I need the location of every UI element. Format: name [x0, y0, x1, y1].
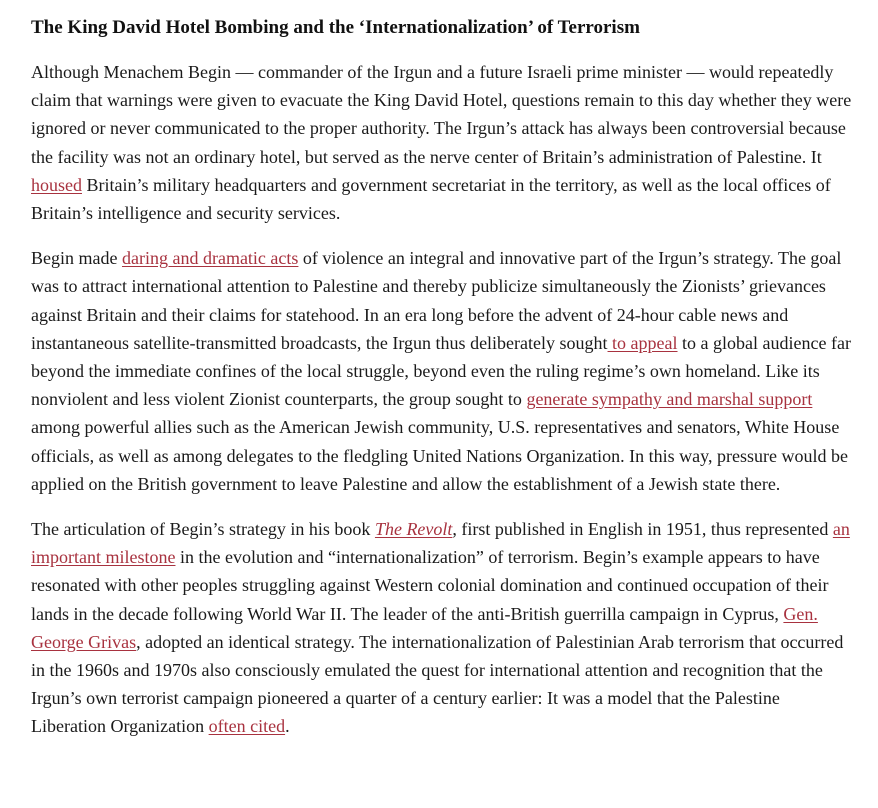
- paragraph-text: Although Menachem Begin — commander of the Irgun and a future Israeli prime minister — would repeatedly claim that warnings were given to evacuate the King David Hotel, questions remain to this day whether they were ignored or never communicated to the proper authority. The Irgun’s attack has always been controversial because the facility was not an ordinary hotel, but served as the nerve center of Britain’s administration of Palestine. It: [31, 62, 852, 167]
- paragraph-text: The articulation of Begin’s strategy in his book: [31, 519, 375, 540]
- paragraph-text: .: [285, 716, 290, 737]
- link-daring-and-dramatic-acts[interactable]: daring and dramatic acts: [121, 248, 299, 269]
- link-important-milestone[interactable]: an important milestone: [31, 519, 850, 568]
- link-housed[interactable]: housed: [31, 174, 82, 195]
- paragraph-text: of violence an integral and innovative part of the Irgun’s strategy. The goal was to attract international attention to Palestine and thereby publicize simultaneously the Zionists’ grievances against Britain and their claims for statehood. In an era long before the advent of 24-hour cable news and instantaneous satellite-transmitted broadcasts, the Irgun thus deliberately sought: [31, 248, 842, 353]
- paragraph-1: [31, 58, 858, 227]
- paragraph-text: Britain’s military headquarters and government secretariat in the territory, as well as the local offices of Britain’s intelligence and security services.: [31, 174, 831, 224]
- paragraph-text: in the evolution and “internationalization” of terrorism. Begin’s example appears to have resonated with other peoples struggling against Western colonial domination and continued occupation of their lands in the decade following World War II. The leader of the anti-British guerrilla campaign in Cyprus,: [31, 547, 829, 624]
- paragraph-text: , adopted an identical strategy. The internationalization of Palestinian Arab terrorism that occurred in the 1960s and 1970s also consciously emulated the quest for international attention and recognition that the Irgun’s own terrorist campaign pioneered a quarter of a century earlier: It was a model that the Palestine Liberation Organization: [31, 631, 844, 737]
- paragraph-3: [31, 515, 858, 741]
- link-often-cited[interactable]: often cited: [208, 716, 286, 737]
- paragraph-2: [31, 244, 858, 498]
- paragraph-text: among powerful allies such as the American Jewish community, U.S. representatives and senators, White House officials, as well as among delegates to the fledgling United Nations Organization. In this way, pressure would be applied on the British government to leave Palestine and allow the establishment of a Jewish state there.: [31, 417, 848, 494]
- paragraph-text: , first published in English in 1951, thus represented: [452, 519, 833, 540]
- paragraph-text: to a global audience far beyond the immediate confines of the local struggle, beyond even the ruling regime’s own homeland. Like its nonviolent and less violent Zionist counterparts, the group sought to: [31, 332, 851, 410]
- paragraph-text: Begin made: [31, 248, 122, 269]
- link-generate-sympathy[interactable]: generate sympathy and marshal support: [526, 389, 813, 410]
- link-gen-george-grivas[interactable]: Gen. George Grivas: [31, 603, 818, 652]
- link-the-revolt[interactable]: The Revolt: [374, 519, 453, 540]
- section-heading: The King David Hotel Bombing and the ‘Internationalization’ of Terrorism: [31, 17, 640, 38]
- link-to-appeal[interactable]: to appeal: [607, 332, 678, 353]
